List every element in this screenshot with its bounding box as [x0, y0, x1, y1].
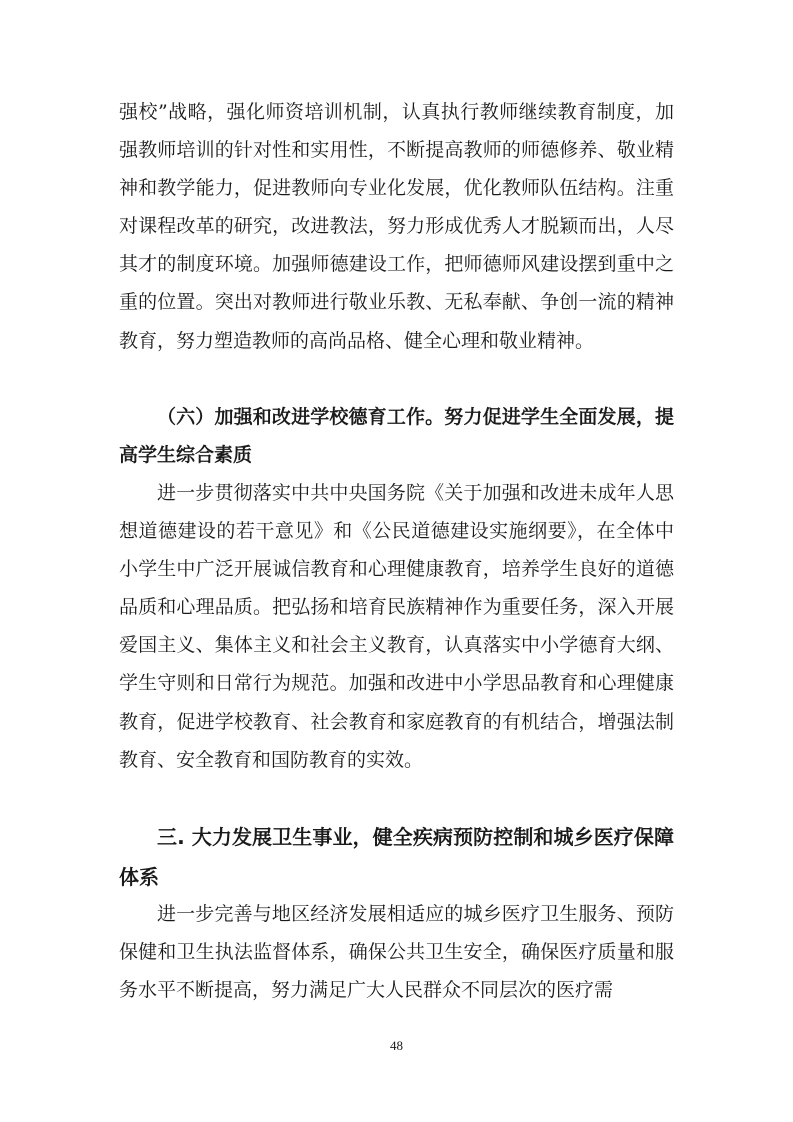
section-heading-3: 三. 大力发展卫生事业，健全疾病预防控制和城乡医疗保障体系	[119, 825, 674, 889]
body-paragraph-3: 进一步完善与地区经济发展相适应的城乡医疗卫生服务、预防保健和卫生执法监督体系，确保公共卫生安全，确保医疗质量和服务水平不断提高，努力满足广大人民群众不同层次的医疗需	[119, 903, 674, 1002]
page-number: 48	[390, 1038, 403, 1053]
body-paragraph-continuation: 强校”战略，强化师资培训机制，认真执行教师继续教育制度，加强教师培训的针对性和实用性，不断提高教师的师德修养、敬业精神和教学能力，促进教师向专业化发展，优化教师队伍结构。注重对课程改革的研究，改进教法，努力形成优秀人才脱颖而出，人尽其才的制度环境。加强师德建设工作，把师德师风建设摆到重中之重的位置。突出对教师进行敬业乐教、无私奉献、争创一流的精神教育，努力塑造教师的高尚品格、健全心理和敬业精神。	[119, 101, 674, 352]
section-heading-6: （六）加强和改进学校德育工作。努力促进学生全面发展，提高学生综合素质	[119, 406, 674, 467]
body-paragraph-6: 进一步贯彻落实中共中央国务院《关于加强和改进未成年人思想道德建设的若干意见》和《公民道德建设实施纲要》，在全体中小学生中广泛开展诚信教育和心理健康教育，培养学生良好的道德品质和心理品质。把弘扬和培育民族精神作为重要任务，深入开展爱国主义、集体主义和社会主义教育，认真落实中小学德育大纲、学生守则和日常行为规范。加强和改进中小学思品教育和心理健康教育，促进学校教育、社会教育和家庭教育的有机结合，增强法制教育、安全教育和国防教育的实效。	[119, 482, 674, 771]
